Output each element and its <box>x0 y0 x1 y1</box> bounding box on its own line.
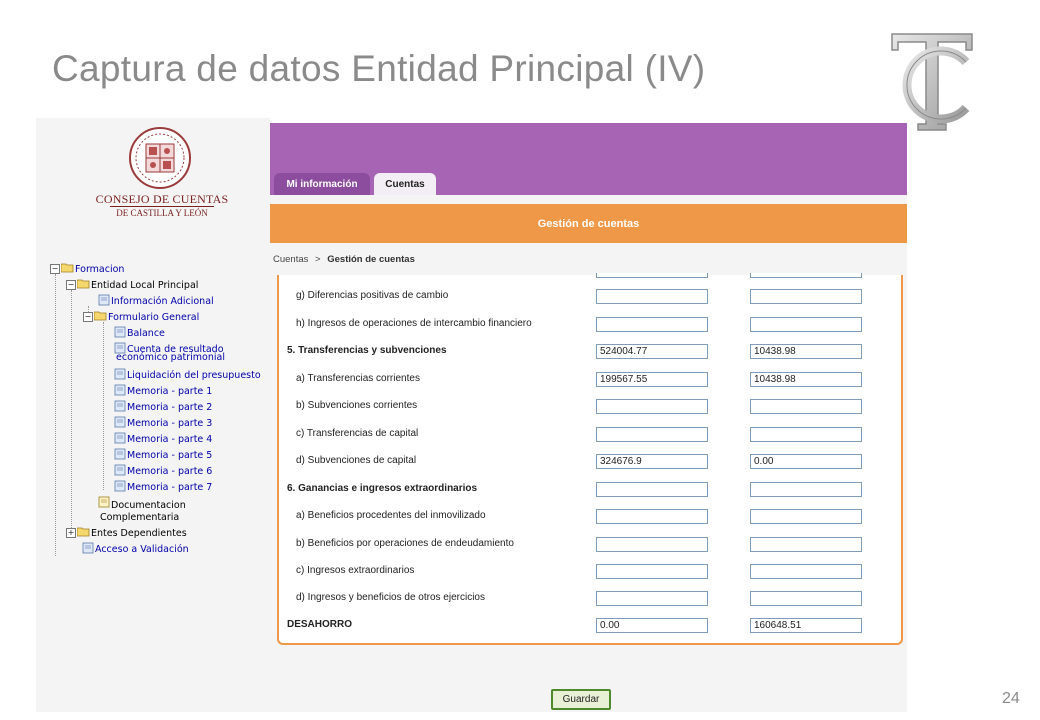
tree-item-memoria-2[interactable] <box>114 400 212 413</box>
table-row <box>279 372 901 389</box>
tree-item-formulario-general[interactable] <box>83 310 199 323</box>
folder-open-icon <box>94 311 107 321</box>
value-input-col1[interactable]: 199567.55 <box>596 372 708 387</box>
tree-label: Memoria - parte 1 <box>127 386 213 397</box>
value-input-col1[interactable] <box>596 427 708 442</box>
tree-label: económico patrimonial <box>116 352 225 363</box>
table-row <box>279 591 901 608</box>
document-icon <box>114 326 126 338</box>
value-input-col1[interactable] <box>596 591 708 606</box>
breadcrumb <box>273 254 415 265</box>
tree-label: Balance <box>127 328 165 339</box>
row-label: 6. Ganancias e ingresos extraordinarios <box>287 483 478 494</box>
document-icon <box>114 368 126 380</box>
tree-item-memoria-1[interactable] <box>114 384 212 397</box>
value-input-col1[interactable] <box>596 509 708 524</box>
tree-label: Complementaria <box>100 512 180 523</box>
input-cut-2[interactable] <box>750 273 862 278</box>
value-input-col2[interactable]: 10438.98 <box>750 372 862 387</box>
tab-cuentas[interactable]: Cuentas <box>374 173 436 195</box>
value-input-col1[interactable]: 324676.9 <box>596 454 708 469</box>
tree-label: Memoria - parte 7 <box>127 482 213 493</box>
app-window <box>270 123 907 712</box>
row-label: c) Ingresos extraordinarios <box>296 565 415 576</box>
tree-item-doc-complementaria[interactable] <box>98 496 186 511</box>
table-row <box>279 454 901 471</box>
table-row <box>279 618 901 635</box>
row-label: DESAHORRO <box>287 619 353 630</box>
tree-label: Memoria - parte 2 <box>127 402 213 413</box>
value-input-col1[interactable] <box>596 399 708 414</box>
table-row <box>279 399 901 416</box>
collapse-icon[interactable]: − <box>84 312 92 321</box>
tree-item-liquidacion[interactable] <box>114 368 261 381</box>
row-label: b) Beneficios por operaciones de endeudamiento <box>296 538 514 549</box>
tree-item-memoria-5[interactable] <box>114 448 212 461</box>
value-input-col2[interactable] <box>750 317 862 332</box>
folder-open-icon <box>77 279 90 289</box>
accounts-form <box>277 275 903 645</box>
value-input-col1[interactable] <box>596 482 708 497</box>
breadcrumb-root[interactable]: Cuentas <box>273 254 309 265</box>
tc-logo-icon <box>880 28 980 133</box>
save-button[interactable]: Guardar <box>551 689 611 710</box>
document-icon <box>98 294 110 306</box>
row-label: a) Beneficios procedentes del inmovilizado <box>296 510 486 521</box>
tree-label: Liquidación del presupuesto <box>127 370 261 381</box>
expand-icon[interactable]: + <box>67 528 75 537</box>
input-cut-1[interactable] <box>596 273 708 278</box>
tree-item-memoria-6[interactable] <box>114 464 212 477</box>
document-icon <box>114 384 126 396</box>
table-row <box>279 509 901 526</box>
consejo-seal-icon <box>128 126 192 190</box>
value-input-col1[interactable] <box>596 564 708 579</box>
org-name-line1: CONSEJO DE CUENTAS <box>95 192 229 206</box>
tree-item-formacion[interactable] <box>50 262 124 275</box>
org-name-line2: DE CASTILLA Y LEÓN <box>116 208 208 218</box>
row-label: d) Subvenciones de capital <box>296 455 417 466</box>
tree-item-memoria-4[interactable] <box>114 432 212 445</box>
table-row-cut <box>279 273 901 279</box>
row-label: g) Diferencias positivas de cambio <box>296 290 449 301</box>
tree-item-balance[interactable] <box>114 326 165 339</box>
tree-item-entes-dependientes[interactable] <box>66 526 187 539</box>
table-row <box>279 482 901 499</box>
row-label: d) Ingresos y beneficios de otros ejercicios <box>296 592 485 603</box>
document-icon <box>114 432 126 444</box>
tree-item-entidad-local[interactable] <box>66 278 198 291</box>
tree-label: Memoria - parte 3 <box>127 418 213 429</box>
table-row <box>279 344 901 361</box>
tree-item-acceso-validacion[interactable] <box>82 542 189 555</box>
row-label: 5. Transferencias y subvenciones <box>287 345 447 356</box>
app-header <box>270 123 907 195</box>
document-icon <box>82 542 94 554</box>
value-input-col2[interactable] <box>750 289 862 304</box>
tree-label: Documentacion <box>111 500 186 511</box>
value-input-col1[interactable]: 524004.77 <box>596 344 708 359</box>
collapse-icon[interactable]: − <box>67 280 75 289</box>
value-input-col2[interactable]: 10438.98 <box>750 344 862 359</box>
tree-label: Memoria - parte 4 <box>127 434 213 445</box>
row-label: b) Subvenciones corrientes <box>296 400 418 411</box>
tree-label: Cuenta de resultado <box>127 344 224 355</box>
row-label: h) Ingresos de operaciones de intercambio financiero <box>296 318 532 329</box>
tree-item-memoria-7[interactable] <box>114 480 212 493</box>
table-row <box>279 289 901 306</box>
document-icon <box>114 448 126 460</box>
tree-label: Formulario General <box>108 312 200 323</box>
slide-title: Captura de datos Entidad Principal (IV) <box>52 48 706 89</box>
tree-label: Memoria - parte 5 <box>127 450 213 461</box>
value-input-col1[interactable] <box>596 289 708 304</box>
section-title: Gestión de cuentas <box>270 204 907 243</box>
document-icon <box>114 464 126 476</box>
breadcrumb-separator: > <box>315 254 321 265</box>
document-icon <box>114 400 126 412</box>
tree-item-memoria-3[interactable] <box>114 416 212 429</box>
document-icon <box>114 480 126 492</box>
table-row <box>279 427 901 444</box>
tab-mi-informacion[interactable]: Mi información <box>274 173 370 195</box>
tree-label: Acceso a Validación <box>95 544 189 555</box>
page-number: 24 <box>1002 690 1020 707</box>
value-input-col2[interactable]: 0.00 <box>750 454 862 469</box>
org-name <box>92 194 232 219</box>
table-row <box>279 317 901 334</box>
value-input-col1[interactable] <box>596 537 708 552</box>
tree-item-cuenta-resultado-line2 <box>116 352 225 363</box>
folder-icon <box>77 527 90 537</box>
row-label: c) Transferencias de capital <box>296 428 419 439</box>
breadcrumb-current: Gestión de cuentas <box>327 254 415 265</box>
value-input-col2[interactable] <box>750 591 862 606</box>
value-input-col2[interactable] <box>750 537 862 552</box>
value-input-col1[interactable]: 0.00 <box>596 618 708 633</box>
document-icon <box>114 416 126 428</box>
tree-label: Información Adicional <box>111 296 214 307</box>
row-label: a) Transferencias corrientes <box>296 373 420 384</box>
tree-item-doc-complementaria-line2 <box>100 512 179 523</box>
value-input-col2[interactable] <box>750 482 862 497</box>
tree-label: Memoria - parte 6 <box>127 466 213 477</box>
tree-label: Entidad Local Principal <box>91 280 199 291</box>
tree-label: Entes Dependientes <box>91 528 187 539</box>
value-input-col2[interactable] <box>750 399 862 414</box>
value-input-col2[interactable]: 160648.51 <box>750 618 862 633</box>
tree-label: Formacion <box>75 264 125 275</box>
table-row <box>279 537 901 554</box>
value-input-col2[interactable] <box>750 509 862 524</box>
value-input-col2[interactable] <box>750 427 862 442</box>
value-input-col1[interactable] <box>596 317 708 332</box>
collapse-icon[interactable]: − <box>51 264 59 273</box>
tree-item-info-adicional[interactable] <box>98 294 214 307</box>
document-icon <box>98 496 110 508</box>
value-input-col2[interactable] <box>750 564 862 579</box>
table-row <box>279 564 901 581</box>
folder-open-icon <box>61 263 74 273</box>
